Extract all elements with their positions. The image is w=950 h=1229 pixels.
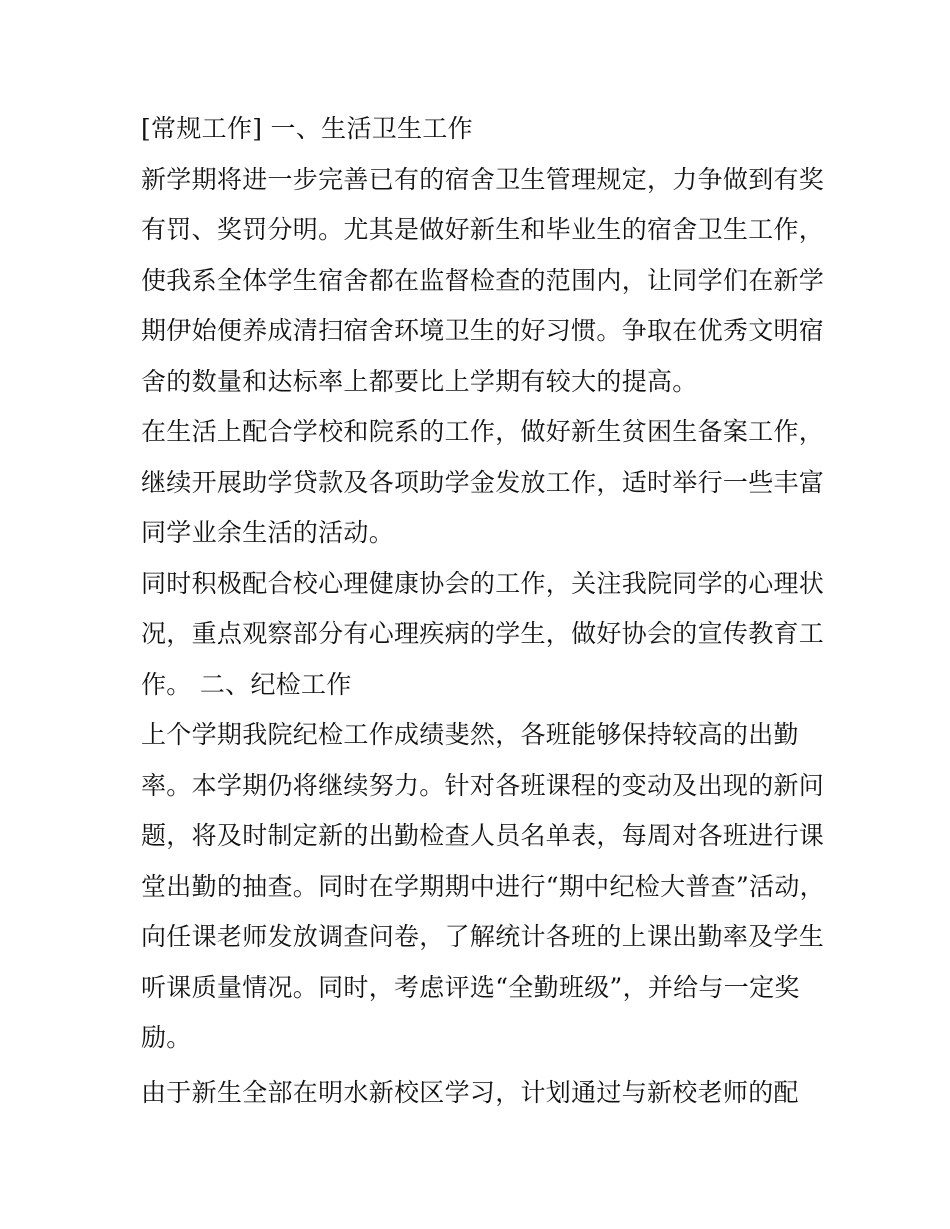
text-line-1: [常规工作] 一、生活卫生工作 [141,114,473,143]
text-line-10: 同时积极配合校心理健康协会的工作，关注我院同学的心理状 [141,569,825,598]
text-line-18: 听课质量情况。同时，考虑评选“全勤班级”，并给与一定奖 [141,973,800,1002]
text-line-6: 舍的数量和达标率上都要比上学期有较大的提高。 [141,367,698,396]
text-line-3: 有罚、奖罚分明。尤其是做好新生和毕业生的宿舍卫生工作， [141,215,825,244]
text-line-16: 堂出勤的抽查。同时在学期期中进行“期中纪检大普查”活动， [141,872,825,901]
text-line-12: 作。 二、纪检工作 [141,670,352,699]
text-line-15: 题，将及时制定新的出勤检查人员名单表，每周对各班进行课 [141,821,825,850]
text-line-2: 新学期将进一步完善已有的宿舍卫生管理规定，力争做到有奖 [141,165,825,194]
text-line-8: 继续开展助学贷款及各项助学金发放工作，适时举行一些丰富 [141,468,825,497]
text-line-20: 由于新生全部在明水新校区学习，计划通过与新校老师的配 [141,1078,799,1107]
text-line-19: 励。 [141,1023,192,1052]
text-line-14: 率。本学期仍将继续努力。针对各班课程的变动及出现的新问 [141,771,825,800]
text-line-4: 使我系全体学生宿舍都在监督检查的范围内，让同学们在新学 [141,266,825,295]
text-line-13: 上个学期我院纪检工作成绩斐然，各班能够保持较高的出勤 [141,720,799,749]
text-line-17: 向任课老师发放调查问卷，了解统计各班的上课出勤率及学生 [141,922,825,951]
text-line-5: 期伊始便养成清扫宿舍环境卫生的好习惯。争取在优秀文明宿 [141,316,825,345]
text-line-7: 在生活上配合学校和院系的工作，做好新生贫困生备案工作， [141,417,825,446]
text-line-11: 况，重点观察部分有心理疾病的学生，做好协会的宣传教育工 [141,619,825,648]
text-line-9: 同学业余生活的活动。 [141,518,395,547]
